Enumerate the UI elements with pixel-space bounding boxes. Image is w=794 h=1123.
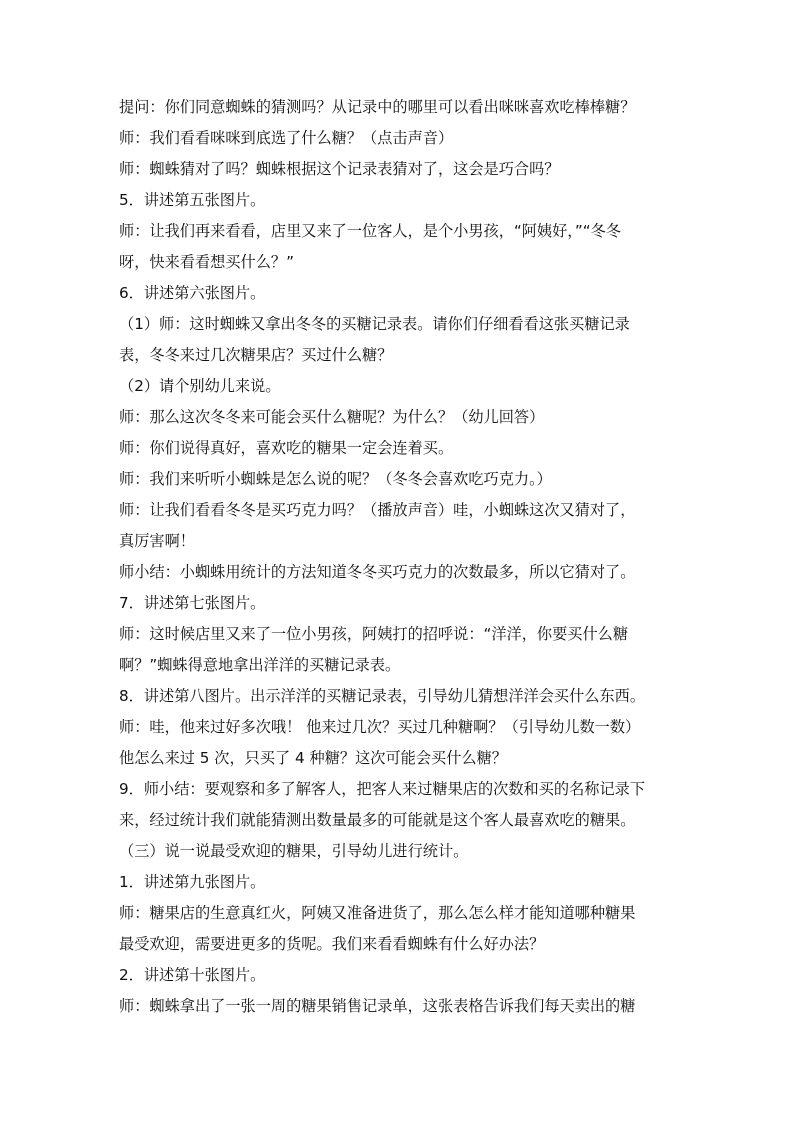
text-line: （1）师：这时蜘蛛又拿出冬冬的买糖记录表。请你们仔细看看这张买糖记录 xyxy=(119,315,630,333)
text-line: 最受欢迎，需要进更多的货呢。我们来看看蜘蛛有什么好办法？ xyxy=(119,935,545,953)
text-line: 师：我们看看咪咪到底选了什么糖？（点击声音） xyxy=(119,129,454,147)
text-line: 师：你们说得真好，喜欢吃的糖果一定会连着买。 xyxy=(119,439,454,457)
text-line: （三）说一说最受欢迎的糖果，引导幼儿进行统计。 xyxy=(119,842,469,860)
text-line: 呀，快来看看想买什么？” xyxy=(119,253,294,271)
document-body xyxy=(119,92,675,1022)
text-line: 8．讲述第八图片。出示洋洋的买糖记录表，引导幼儿猜想洋洋会买什么东西。 xyxy=(119,687,646,705)
text-line: 1．讲述第九张图片。 xyxy=(119,873,266,891)
text-line: 5．讲述第五张图片。 xyxy=(119,191,266,209)
text-line: 2．讲述第十张图片。 xyxy=(119,966,266,984)
text-line: 师：让我们再来看看，店里又来了一位客人，是个小男孩，“阿姨好，”“冬冬 xyxy=(119,222,622,240)
text-line: 来，经过统计我们就能猜测出数量最多的可能就是这个客人最喜欢吃的糖果。 xyxy=(119,811,636,829)
text-line: 师小结：小蜘蛛用统计的方法知道冬冬买巧克力的次数最多，所以它猜对了。 xyxy=(119,563,636,581)
text-line: （2）请个别幼儿来说。 xyxy=(119,377,281,395)
text-line: 师：蜘蛛猜对了吗？蜘蛛根据这个记录表猜对了，这会是巧合吗？ xyxy=(119,160,560,178)
text-line: 6．讲述第六张图片。 xyxy=(119,284,266,302)
text-line: 师：蜘蛛拿出了一张一周的糖果销售记录单，这张表格告诉我们每天卖出的糖 xyxy=(119,997,636,1015)
text-line: 他怎么来过 5 次，只买了 4 种糖？这次可能会买什么糖？ xyxy=(119,749,507,767)
text-line: 师：哇，他来过好多次哦！ 他来过几次？买过几种糖啊？（引导幼儿数一数） xyxy=(119,718,641,736)
text-line: 9．师小结：要观察和多了解客人，把客人来过糖果店的次数和买的名称记录下 xyxy=(119,780,646,798)
text-line: 师：糖果店的生意真红火，阿姨又准备进货了，那么怎么样才能知道哪种糖果 xyxy=(119,904,636,922)
text-line: 师：这时候店里又来了一位小男孩，阿姨打的招呼说：“洋洋，你要买什么糖 xyxy=(119,625,629,643)
text-line: 师：那么这次冬冬来可能会买什么糖呢？为什么？（幼儿回答） xyxy=(119,408,545,426)
text-line: 师：我们来听听小蜘蛛是怎么说的呢？（冬冬会喜欢吃巧克力。） xyxy=(119,470,552,488)
text-line: 7．讲述第七张图片。 xyxy=(119,594,266,612)
text-line: 提问：你们同意蜘蛛的猜测吗？从记录中的哪里可以看出咪咪喜欢吃棒棒糖？ xyxy=(119,98,636,116)
text-line: 师：让我们看看冬冬是买巧克力吗？（播放声音）哇，小蜘蛛这次又猜对了， xyxy=(119,501,636,519)
text-line: 啊？”蜘蛛得意地拿出洋洋的买糖记录表。 xyxy=(119,656,401,674)
text-line: 真厉害啊！ xyxy=(119,532,195,550)
text-line: 表，冬冬来过几次糖果店？买过什么糖？ xyxy=(119,346,393,364)
